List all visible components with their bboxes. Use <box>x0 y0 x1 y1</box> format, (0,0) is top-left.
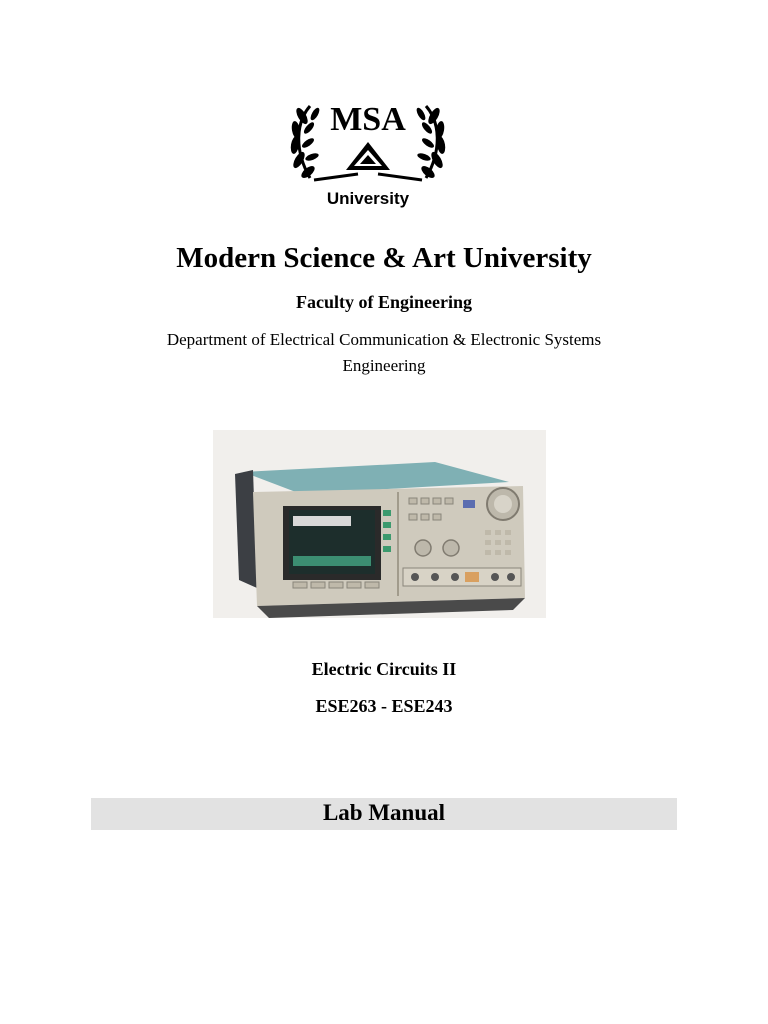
logo-wordmark: MSA <box>330 101 406 138</box>
triangle-icon <box>346 142 390 170</box>
department-line-2: Engineering <box>342 356 426 375</box>
department-line-1: Department of Electrical Communication & Electronic Systems <box>166 330 602 349</box>
logo-subtitle: University <box>326 189 410 208</box>
oscilloscope-photo <box>213 430 546 618</box>
faculty-name: Faculty of Engineering <box>296 292 472 312</box>
department-name <box>0 327 768 379</box>
banner-label: Lab Manual <box>322 800 446 825</box>
course-name: Electric Circuits II <box>311 659 457 679</box>
laurel-wreath-triangle-icon <box>288 92 448 216</box>
lab-manual-banner <box>91 798 677 830</box>
course-codes: ESE263 - ESE243 <box>315 696 453 716</box>
msa-university-logo <box>288 92 448 216</box>
university-name: Modern Science & Art University <box>176 242 592 274</box>
oscilloscope-instrument-icon <box>213 430 546 618</box>
